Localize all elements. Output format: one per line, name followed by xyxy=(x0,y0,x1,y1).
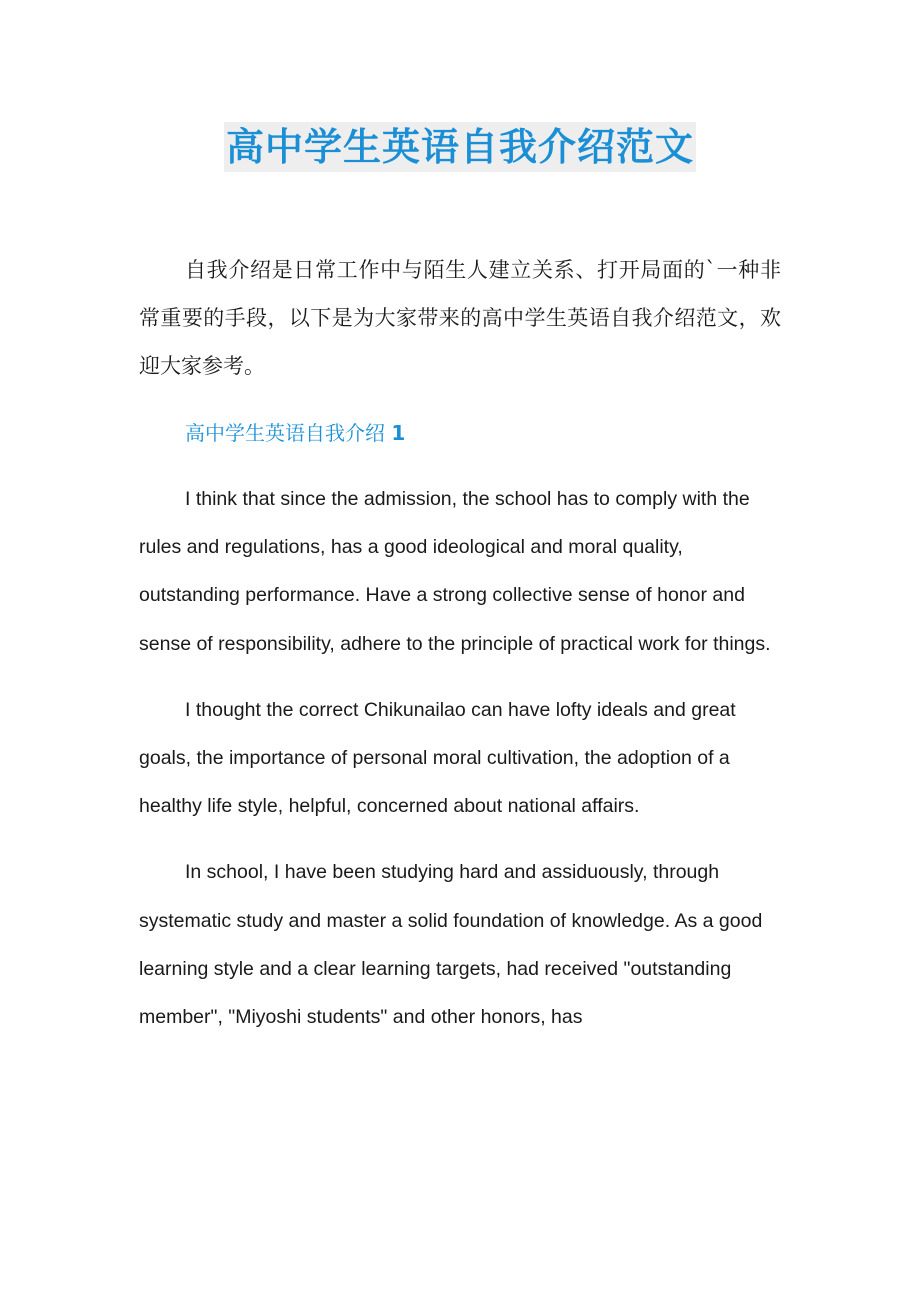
body-paragraph-3: In school, I have been studying hard and assiduously, through systematic study and master a solid foundation of knowledge. As a good learning style and a clear learning targets, had received "outstanding member", "Miyoshi students" and other honors, has xyxy=(139,861,763,1029)
body-paragraph-2: I thought the correct Chikunailao can have lofty ideals and great goals, the importance of personal moral cultivation, the adoption of a healthy life style, helpful, concerned about national affairs. xyxy=(139,698,736,818)
title-container xyxy=(0,122,920,172)
section-heading-number: 1 xyxy=(391,421,406,445)
section-heading xyxy=(139,409,781,457)
section-heading-text: 高中学生英语自我介绍 xyxy=(185,421,385,445)
body-paragraph-1: I think that since the admission, the school has to comply with the rules and regulations, has a good ideological and moral quality, outstanding performance. Have a strong collective sense of honor and sense of responsibility, adhere to the principle of practical work for things. xyxy=(139,488,771,655)
document-body xyxy=(139,246,781,1059)
intro-paragraph: 自我介绍是日常工作中与陌生人建立关系、打开局面的`一种非常重要的手段，以下是为大家带来的高中学生英语自我介绍范文，欢迎大家参考。 xyxy=(139,258,781,378)
page-title: 高中学生英语自我介绍范文 xyxy=(224,122,696,172)
